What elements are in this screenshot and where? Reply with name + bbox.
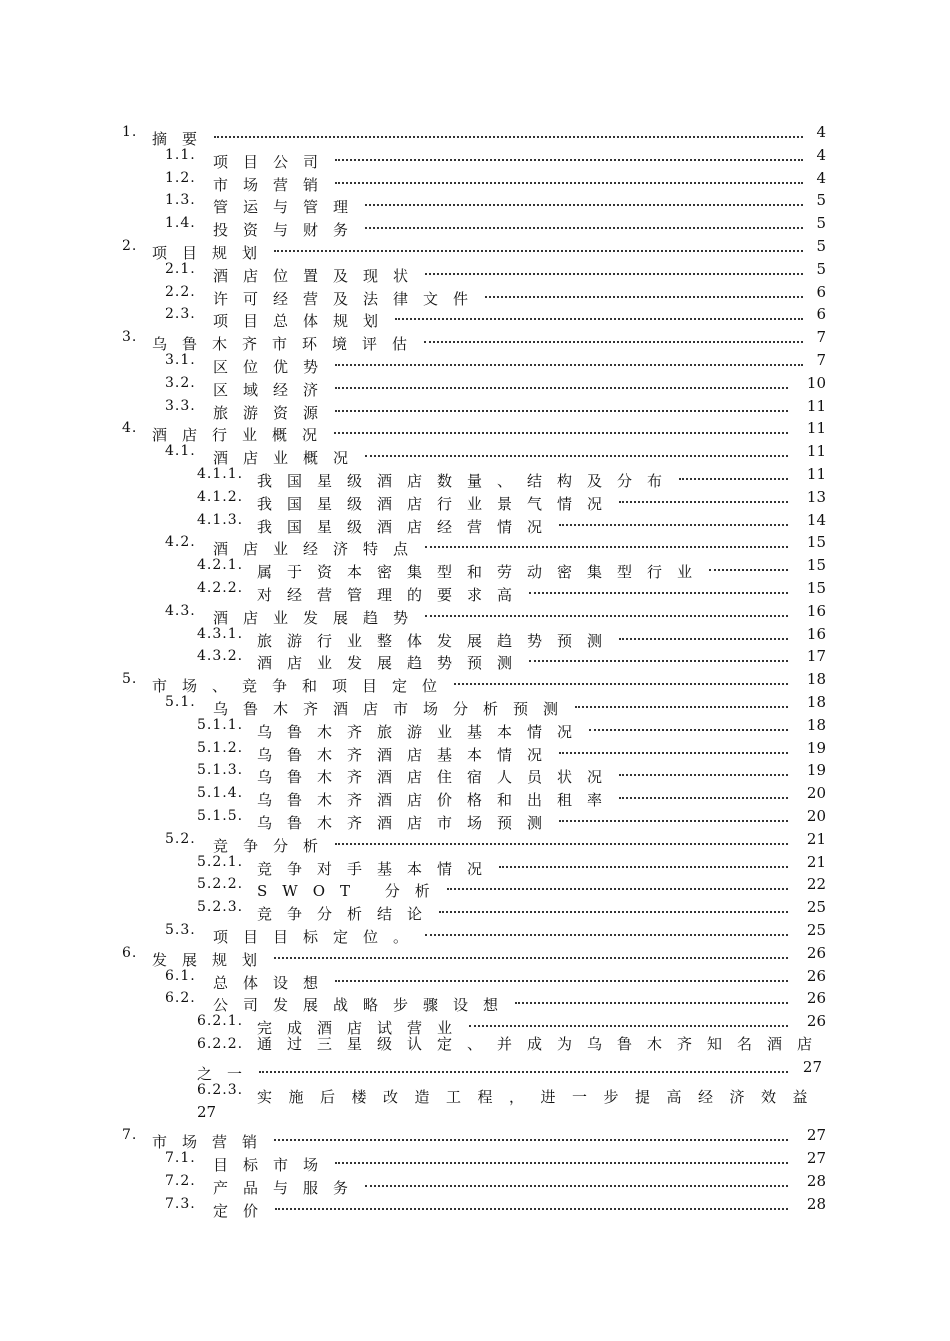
toc-entry-title: 乌鲁木齐市环境评估 (152, 335, 423, 353)
toc-entry-title: 区域经济 (213, 381, 334, 399)
toc-entry-title: 定价 (213, 1202, 274, 1220)
toc-entry-page: 15 (806, 579, 826, 597)
toc-entry-title: 乌鲁木齐酒店市场分析预测 (213, 700, 574, 718)
toc-entry[interactable] (0, 189, 950, 216)
toc-leader-dots (363, 1170, 790, 1193)
toc-leader-dots (333, 1147, 790, 1170)
toc-entry[interactable] (0, 873, 950, 900)
toc-leader-dots (273, 1193, 790, 1216)
toc-entry-number: 6.2.3. (197, 1082, 244, 1098)
toc-entry-page: 27 (802, 1058, 822, 1076)
toc-entry-number: 3.2. (165, 375, 196, 391)
toc-entry-title: 实施后楼改造工程，进一步提高经济效益 (257, 1088, 825, 1106)
toc-entry-line (213, 212, 805, 239)
toc-entry-title: 项目目标定位。 (213, 928, 424, 946)
toc-entry-continuation[interactable] (0, 1056, 950, 1083)
toc-entry-number: 5.1.2. (197, 740, 244, 756)
toc-entry-number: 3.3. (165, 398, 196, 414)
toc-entry-page: 11 (806, 442, 826, 460)
toc-entry[interactable] (0, 167, 950, 194)
toc-leader-dots (393, 303, 805, 326)
toc-entry-continuation (0, 1101, 950, 1124)
toc-entry-line (213, 303, 805, 330)
toc-entry-title: 乌鲁木齐旅游业基本情况 (257, 723, 588, 741)
toc-entry-title: 许可经营及法律文件 (213, 290, 484, 308)
toc-entry-page: 27 (806, 1126, 826, 1144)
toc-entry-page: 15 (806, 533, 826, 551)
toc-entry[interactable] (0, 212, 950, 239)
toc-entry-number: 1.1. (165, 147, 196, 163)
toc-entry-line (257, 805, 790, 832)
toc-entry-line (213, 919, 790, 946)
toc-entry-line (213, 965, 790, 992)
toc-entry[interactable] (0, 554, 950, 581)
toc-entry-line (257, 554, 790, 581)
toc-entry-number: 5.2.3. (197, 899, 244, 915)
toc-entry-line (152, 326, 805, 353)
toc-entry-number: 4.2. (165, 534, 196, 550)
toc-entry-number: 5.1. (165, 694, 196, 710)
toc-entry-title: 市场营销 (213, 176, 334, 194)
toc-entry-page: 5 (816, 260, 826, 278)
toc-leader-dots (824, 1079, 826, 1102)
toc-entry-line (213, 167, 805, 194)
toc-entry-page: 19 (806, 739, 826, 757)
toc-entry[interactable] (0, 372, 950, 399)
toc-entry-number: 5.3. (165, 922, 196, 938)
toc-entry-page: 14 (806, 511, 826, 529)
toc-leader-dots (333, 395, 790, 418)
toc-entry-line (257, 463, 790, 490)
toc-entry-line (152, 235, 805, 262)
toc-entry-number: 2.1. (165, 261, 196, 277)
toc-entry-line (257, 782, 790, 809)
toc-leader-dots (423, 258, 805, 281)
toc-entry[interactable] (0, 1033, 950, 1056)
toc-entry-title: 我国星级酒店经营情况 (257, 518, 558, 536)
toc-leader-dots (497, 851, 790, 874)
toc-leader-dots (363, 440, 790, 463)
toc-entry-line (213, 1170, 790, 1197)
toc-entry-line (257, 623, 790, 650)
toc-leader-dots (423, 919, 790, 942)
toc-entry-page: 21 (806, 853, 826, 871)
toc-entry-title: 公司发展战略步骤设想 (213, 996, 514, 1014)
toc-entry-page: 11 (806, 397, 826, 415)
toc-entry[interactable] (0, 668, 950, 695)
toc-entry-title-continued: 之一 (197, 1065, 258, 1083)
toc-leader-dots (617, 782, 790, 805)
toc-entry[interactable] (0, 326, 950, 353)
toc-entry[interactable] (0, 235, 950, 262)
toc-entry[interactable] (0, 440, 950, 467)
toc-leader-dots (467, 1010, 790, 1033)
toc-entry[interactable] (0, 691, 950, 718)
toc-entry-line (257, 577, 790, 604)
toc-entry[interactable] (0, 1079, 950, 1106)
toc-entry[interactable] (0, 509, 950, 536)
toc-entry-page: 7 (816, 351, 826, 369)
toc-entry-page: 16 (806, 625, 826, 643)
toc-entry-title: SWOT 分析 (257, 882, 445, 900)
toc-entry-page: 26 (806, 967, 826, 985)
toc-entry-number: 5.2.2. (197, 876, 244, 892)
toc-entry-line (213, 828, 790, 855)
toc-entry[interactable] (0, 965, 950, 992)
toc-leader-dots (212, 121, 805, 144)
toc-entry[interactable] (0, 623, 950, 650)
toc-entry-number: 4.3. (165, 603, 196, 619)
toc-entry-title: 旅游行业整体发展趋势预测 (257, 632, 618, 650)
toc-entry-title: 项目公司 (213, 153, 334, 171)
toc-entry-number: 4.2.2. (197, 580, 244, 596)
toc-entry-title: 竞争对手基本情况 (257, 860, 498, 878)
toc-entry-line (213, 987, 790, 1014)
toc-entry[interactable] (0, 395, 950, 422)
toc-entry-page: 18 (806, 670, 826, 688)
toc-entry-page: 26 (806, 1012, 826, 1030)
toc-entry-line (152, 121, 805, 148)
toc-leader-dots (587, 714, 790, 737)
toc-entry-number: 6. (122, 945, 138, 961)
toc-entry-number: 4.1.2. (197, 489, 244, 505)
toc-entry-page: 28 (806, 1195, 826, 1213)
toc-entry-page: 16 (806, 602, 826, 620)
toc-entry-title: 我国星级酒店数量、结构及分布 (257, 472, 678, 490)
toc-entry[interactable] (0, 417, 950, 444)
toc-entry-number: 4.1.3. (197, 512, 244, 528)
toc-entry[interactable] (0, 303, 950, 330)
toc-entry-page: 7 (816, 328, 826, 346)
toc-entry-number: 6.2. (165, 990, 196, 1006)
toc-entry-line (213, 691, 790, 718)
toc-entry[interactable] (0, 349, 950, 376)
toc-entry-title: 市场、竞争和项目定位 (152, 677, 453, 695)
toc-entry-title: 发展规划 (152, 951, 273, 969)
toc-entry[interactable] (0, 942, 950, 969)
toc-entry-number: 2. (122, 238, 138, 254)
toc-entry[interactable] (0, 281, 950, 308)
toc-entry[interactable] (0, 1010, 950, 1037)
toc-entry-number: 4. (122, 420, 138, 436)
toc-leader-dots (557, 737, 790, 760)
toc-entry-title: 管运与管理 (213, 198, 364, 216)
toc-entry-number: 1. (122, 124, 138, 140)
toc-entry-line (213, 440, 790, 467)
toc-entry-title: 项目总体规划 (213, 312, 394, 330)
toc-entry-title: 酒店业概况 (213, 449, 364, 467)
toc-entry-line (213, 144, 805, 171)
toc-entry-line (257, 645, 790, 672)
toc-entry-title: 摘要 (152, 130, 213, 148)
toc-entry[interactable] (0, 486, 950, 513)
toc-entry-title: 目标市场 (213, 1156, 334, 1174)
toc-leader-dots (677, 463, 790, 486)
toc-leader-dots (513, 987, 790, 1010)
toc-entry-number: 4.1. (165, 443, 196, 459)
toc-entry[interactable] (0, 531, 950, 558)
toc-entry-number: 4.3.1. (197, 626, 244, 642)
toc-entry-page: 25 (806, 921, 826, 939)
toc-entry-page: 18 (806, 716, 826, 734)
toc-leader-dots (423, 600, 790, 623)
toc-entry-number: 5.2. (165, 831, 196, 847)
toc-entry-number: 6.1. (165, 968, 196, 984)
toc-entry-number: 1.4. (165, 215, 196, 231)
toc-entry-number: 5.1.4. (197, 785, 244, 801)
toc-entry[interactable] (0, 577, 950, 604)
toc-entry-line (213, 281, 805, 308)
toc-entry-page: 13 (806, 488, 826, 506)
toc-leader-dots (557, 805, 790, 828)
toc-entry-page: 27 (806, 1149, 826, 1167)
toc-entry-title: 市场营销 (152, 1133, 273, 1151)
toc-entry[interactable] (0, 805, 950, 832)
toc-entry-line (213, 531, 790, 558)
toc-entry-title: 通过三星级认定、并成为乌鲁木齐知名酒店 (257, 1035, 828, 1053)
toc-entry-title: 我国星级酒店行业景气情况 (257, 495, 618, 513)
toc-entry-line (257, 714, 790, 741)
toc-entry-number: 5. (122, 671, 138, 687)
toc-entry-page: 15 (806, 556, 826, 574)
toc-entry-title: 竞争分析 (213, 837, 334, 855)
toc-entry-line (257, 851, 790, 878)
toc-entry-number: 6.2.2. (197, 1036, 244, 1052)
toc-entry-number: 3. (122, 329, 138, 345)
toc-leader-dots (452, 668, 790, 691)
toc-entry-number: 6.2.1. (197, 1013, 244, 1029)
toc-entry-number: 2.2. (165, 284, 196, 300)
toc-entry-title: 酒店业发展趋势预测 (257, 654, 528, 672)
toc-entry-line (213, 258, 805, 285)
toc-entry[interactable] (0, 1193, 950, 1220)
toc-entry[interactable] (0, 782, 950, 809)
toc-entry-line (257, 896, 790, 923)
toc-entry-page: 26 (806, 944, 826, 962)
toc-entry-number: 7.1. (165, 1150, 196, 1166)
toc-entry-line (257, 873, 790, 900)
toc-entry-page: 10 (806, 374, 826, 392)
toc-entry-line (152, 1124, 790, 1151)
toc-entry-line (213, 349, 805, 376)
toc-entry[interactable] (0, 121, 950, 148)
toc-entry-page: 11 (806, 419, 826, 437)
toc-entry[interactable] (0, 737, 950, 764)
toc-entry-title: 酒店业经济特点 (213, 540, 424, 558)
toc-entry-page: 27 (197, 1103, 217, 1121)
toc-entry-page: 6 (816, 283, 826, 301)
toc-entry-title: 乌鲁木齐酒店价格和出租率 (257, 791, 618, 809)
toc-leader-dots (617, 759, 790, 782)
toc-entry-page: 20 (806, 807, 826, 825)
toc-entry-number: 4.3.2. (197, 648, 244, 664)
toc-entry-page: 6 (816, 305, 826, 323)
toc-entry-line (257, 486, 790, 513)
toc-entry-line (257, 737, 790, 764)
toc-entry-line (257, 1010, 790, 1037)
toc-entry-line (213, 395, 790, 422)
toc-entry-line (152, 668, 790, 695)
toc-entry-page: 17 (806, 647, 826, 665)
toc-entry-page: 20 (806, 784, 826, 802)
toc-leader-dots (707, 554, 790, 577)
toc-entry-number: 7. (122, 1127, 138, 1143)
toc-entry[interactable] (0, 714, 950, 741)
toc-leader-dots (332, 417, 790, 440)
toc-entry[interactable] (0, 759, 950, 786)
toc-leader-dots (272, 942, 790, 965)
toc-entry-title: 产品与服务 (213, 1179, 364, 1197)
toc-leader-dots (272, 1124, 790, 1147)
toc-leader-dots (527, 645, 790, 668)
toc-entry-page: 4 (816, 123, 826, 141)
toc-entry[interactable] (0, 1147, 950, 1174)
toc-entry-title: 投资与财务 (213, 221, 364, 239)
toc-entry-title: 区位优势 (213, 358, 334, 376)
toc-entry[interactable] (0, 851, 950, 878)
toc-leader-dots (333, 965, 790, 988)
toc-entry-line (257, 1079, 826, 1106)
toc-entry-page: 5 (816, 214, 826, 232)
toc-leader-dots (363, 212, 805, 235)
toc-entry-title: 酒店位置及现状 (213, 267, 424, 285)
toc-leader-dots (333, 144, 805, 167)
toc-entry-line (213, 1147, 790, 1174)
toc-leader-dots (617, 623, 790, 646)
toc-entry-number: 1.3. (165, 192, 196, 208)
toc-leader-dots (333, 349, 805, 372)
toc-entry[interactable] (0, 987, 950, 1014)
toc-leader-dots (257, 1056, 790, 1079)
toc-leader-dots (445, 873, 790, 896)
toc-entry-number: 7.3. (165, 1196, 196, 1212)
toc-leader-dots (333, 167, 805, 190)
toc-entry-page: 4 (816, 169, 826, 187)
toc-entry-line (213, 189, 805, 216)
toc-entry[interactable] (0, 144, 950, 171)
toc-entry-line (152, 942, 790, 969)
toc-entry-page: 4 (816, 146, 826, 164)
toc-entry-line (213, 600, 790, 627)
toc-entry-title: 总体设想 (213, 974, 334, 992)
toc-entry[interactable] (0, 463, 950, 490)
toc-entry-title: 乌鲁木齐酒店住宿人员状况 (257, 768, 618, 786)
toc-entry-title: 完成酒店试营业 (257, 1019, 468, 1037)
toc-entry-number: 1.2. (165, 170, 196, 186)
toc-entry-page: 5 (816, 237, 826, 255)
toc-entry-number: 3.1. (165, 352, 196, 368)
toc-entry-line (257, 509, 790, 536)
toc-entry-number: 2.3. (165, 306, 196, 322)
toc-entry-title: 酒店业发展趋势 (213, 609, 424, 627)
toc-leader-dots (527, 577, 790, 600)
toc-entry-number: 5.1.3. (197, 762, 244, 778)
toc-entry-page: 18 (806, 693, 826, 711)
toc-entry-title: 乌鲁木齐酒店基本情况 (257, 746, 558, 764)
toc-entry-title: 竞争分析结论 (257, 905, 438, 923)
toc-entry-number: 7.2. (165, 1173, 196, 1189)
toc-entry-number: 5.2.1. (197, 854, 244, 870)
toc-entry[interactable] (0, 258, 950, 285)
toc-entry[interactable] (0, 600, 950, 627)
toc-entry-page: 5 (816, 191, 826, 209)
toc-leader-dots (423, 531, 790, 554)
toc-entry-line (213, 1193, 790, 1220)
toc-leader-dots (483, 281, 805, 304)
toc-entry[interactable] (0, 919, 950, 946)
toc-leader-dots (573, 691, 790, 714)
toc-entry-title: 项目规划 (152, 244, 273, 262)
toc-entry-line (257, 759, 790, 786)
toc-entry-title: 旅游资源 (213, 404, 334, 422)
toc-leader-dots (333, 372, 790, 395)
toc-entry-page: 11 (806, 465, 826, 483)
toc-leader-dots (617, 486, 790, 509)
toc-entry-line (213, 372, 790, 399)
toc-entry-title: 属于资本密集型和劳动密集型行业 (257, 563, 708, 581)
toc-entry[interactable] (0, 645, 950, 672)
toc-leader-dots (272, 235, 805, 258)
toc-entry[interactable] (0, 1170, 950, 1197)
toc-entry[interactable] (0, 1124, 950, 1151)
toc-entry-line (152, 417, 790, 444)
toc-entry-line (197, 1056, 790, 1083)
toc-entry-page: 25 (806, 898, 826, 916)
toc-entry-page: 28 (806, 1172, 826, 1190)
toc-entry-page: 19 (806, 761, 826, 779)
toc-entry-page: 26 (806, 989, 826, 1007)
toc-leader-dots (422, 326, 805, 349)
toc-leader-dots (437, 896, 790, 919)
toc-leader-dots (557, 509, 790, 532)
toc-entry-page: 22 (806, 875, 826, 893)
toc-entry[interactable] (0, 896, 950, 923)
toc-entry-page: 21 (806, 830, 826, 848)
toc-entry-title: 酒店行业概况 (152, 426, 333, 444)
toc-entry-number: 5.1.5. (197, 808, 244, 824)
toc-leader-dots (363, 189, 805, 212)
toc-entry-number: 5.1.1. (197, 717, 244, 733)
toc-entry-title: 乌鲁木齐酒店市场预测 (257, 814, 558, 832)
toc-leader-dots (333, 828, 790, 851)
toc-entry[interactable] (0, 828, 950, 855)
toc-entry-number: 4.2.1. (197, 557, 244, 573)
toc-entry-number: 4.1.1. (197, 466, 244, 482)
toc-entry-title: 对经营管理的要求高 (257, 586, 528, 604)
